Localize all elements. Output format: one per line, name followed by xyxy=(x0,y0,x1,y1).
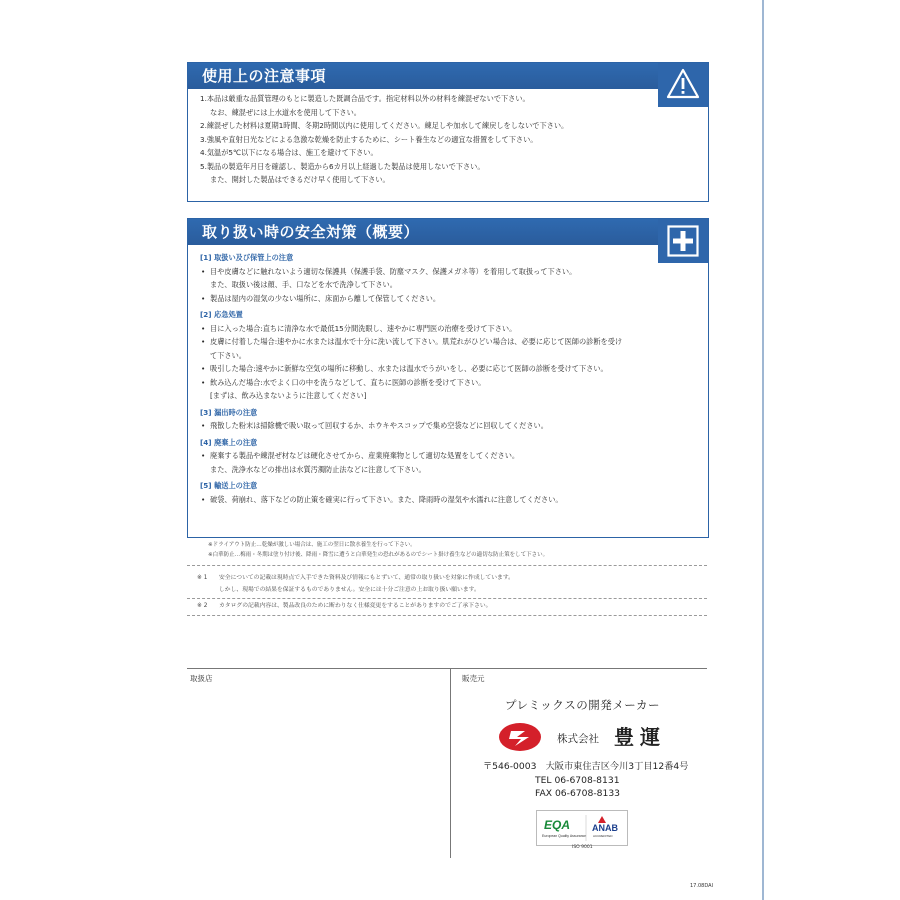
bullet-continuation: [まずは、飲み込まないように注意してください] xyxy=(210,391,367,400)
svg-text:EQA: EQA xyxy=(544,818,571,832)
bullet-continuation: また、取扱い後は顔、手、口などを水で洗浄して下さい。 xyxy=(210,280,397,289)
reference-2 xyxy=(197,600,491,612)
caution-icon-tab xyxy=(658,63,708,107)
reference-text: 安全についての記載は現時点で入手できた資料及び情報にもとずいて、通常の取り扱いを対象に作成しています。 xyxy=(219,575,514,581)
caution-line: 3.強風や直射日光などによる急激な乾燥を防止するために、シート養生などの適宜な措置をして下さい。 xyxy=(200,134,538,144)
footer-divider xyxy=(450,668,451,858)
bullet-continuation: て下さい。 xyxy=(210,350,246,360)
dealer-label: 取扱店 xyxy=(190,674,213,683)
caution-line: 5.製品の製造年月日を確認し、製造から6カ月以上経過した製品は使用しないで下さい。 xyxy=(200,161,485,171)
document-code: 17.08DAI xyxy=(690,883,713,889)
seller-label: 販売元 xyxy=(462,674,485,683)
footnote: ※ドライアウト防止…乾燥が激しい場合は、施工の翌日に散水養生を行って下さい。 xyxy=(208,542,416,548)
first-aid-cross-icon xyxy=(667,225,699,257)
safety-box xyxy=(187,218,709,538)
section-heading-spill: [3] 漏出時の注意 xyxy=(200,407,258,417)
bullet-item: • 飲み込んだ場合:水でよく口の中を洗うなどして、直ちに医師の診断を受けて下さい。 xyxy=(200,376,700,390)
caution-line: また、開封した製品はできるだけ早く使用して下さい。 xyxy=(210,175,390,184)
telephone: TEL 06-6708-8131 xyxy=(535,774,620,786)
bullet-item: • 製品は屋内の湿気の少ない場所に、床面から離して保管してください。 xyxy=(200,292,700,306)
company-prefix: 株式会社 xyxy=(557,733,599,745)
bullet-item: • 目や皮膚などに触れないよう適切な保護具（保護手袋、防塵マスク、保護メガネ等）を着用して取扱って下さい。 xyxy=(200,265,700,279)
caution-line: 2.練混ぜした材料は夏期1時間、冬期2時間以内に使用してください。練足しや加水して練戻しをしないで下さい。 xyxy=(200,121,569,130)
divider xyxy=(187,565,707,566)
caution-box xyxy=(187,62,709,202)
warning-triangle-icon xyxy=(666,68,700,100)
maker-tagline: プレミックスの開発メーカー xyxy=(505,698,660,712)
company-logo-icon xyxy=(497,722,543,752)
footer-top-rule xyxy=(187,668,707,669)
section-heading-handling: [1] 取扱い及び保管上の注意 xyxy=(200,253,294,262)
company-contact xyxy=(483,760,688,801)
iso-label: ISO 9001 xyxy=(572,845,593,850)
reference-1 xyxy=(197,572,514,596)
bullet-item: • 廃棄する製品や練混ぜ材などは硬化させてから、産業廃棄物として適切な処置をしてください。 xyxy=(200,449,700,463)
section-heading-disposal: [4] 廃棄上の注意 xyxy=(200,437,258,447)
footnotes xyxy=(208,540,548,560)
section-heading-first-aid: [2] 応急処置 xyxy=(200,310,243,319)
caution-line: 4.気温が5℃以下になる場合は、施工を避けて下さい。 xyxy=(200,148,378,157)
safety-title: 取り扱い時の安全対策（概要） xyxy=(188,219,708,245)
svg-text:ACCREDITED: ACCREDITED xyxy=(593,834,613,838)
section-heading-transport: [5] 輸送上の注意 xyxy=(200,481,258,490)
divider xyxy=(187,615,707,616)
caution-title: 使用上の注意事項 xyxy=(188,63,708,89)
bullet-item: • 吸引した場合:速やかに新鮮な空気の場所に移動し、水または温水でうがいをし、必要に応じて医師の診断を受けて下さい。 xyxy=(200,362,700,376)
eqa-anab-certification-icon xyxy=(536,810,628,846)
bullet-item: • 破袋、荷崩れ、落下などの防止策を確実に行って下さい。また、降雨時の湿気や水濡れに注意してください。 xyxy=(200,493,700,507)
svg-text:ANAB: ANAB xyxy=(592,823,618,833)
bullet-item: • 目に入った場合:直ちに清浄な水で最低15分間洗眼し、速やかに専門医の治療を受けて下さい。 xyxy=(200,322,700,336)
fax: FAX 06-6708-8133 xyxy=(535,788,621,799)
svg-text:European Quality Assurance: European Quality Assurance xyxy=(542,834,587,838)
safety-body xyxy=(188,245,708,510)
footnote: ※白華防止…梅雨・冬期は塗り付け後、降雨・降雪に遭うと白華発生の恐れがあるのでシート掛け養生などの適切な防止策をして下さい。 xyxy=(208,552,549,558)
caution-line: なお、練混ぜには上水道水を使用して下さい。 xyxy=(210,107,361,117)
company-name: 豊運 xyxy=(614,725,666,749)
safety-icon-tab xyxy=(658,219,708,263)
reference-text: しかし、現場での結果を保証するものでありません。安全には十分ご注意の上お取り扱い願います。 xyxy=(219,587,480,593)
address: 〒546-0003 大阪市東住吉区今川3丁目12番4号 xyxy=(483,761,689,772)
reference-mark: ※ 1 xyxy=(197,575,208,581)
bullet-item: • 皮膚に付着した場合:速やかに水または温水で十分に洗い流して下さい。肌荒れがひどい場合は、必要に応じて医師の診断を受け xyxy=(200,335,700,349)
caution-list xyxy=(188,89,708,191)
reference-text: カタログの記載内容は、製品改良のために断わりなく仕様変更をすることがありますのでご了承下さい。 xyxy=(219,603,492,609)
divider xyxy=(187,598,707,599)
bullet-item: • 飛散した粉末は掃除機で吸い取って回収するか、ホウキやスコップで集め空袋などに回収してください。 xyxy=(200,419,700,433)
reference-mark: ※ 2 xyxy=(197,603,208,609)
bullet-continuation: また、洗浄水などの排出は水質汚濁防止法などに注意して下さい。 xyxy=(210,464,426,474)
page-edge-line xyxy=(762,0,764,900)
caution-line: 1.本品は厳重な品質管理のもとに製造した既調合品です。指定材料以外の材料を練混ぜないで下さい。 xyxy=(200,94,530,103)
